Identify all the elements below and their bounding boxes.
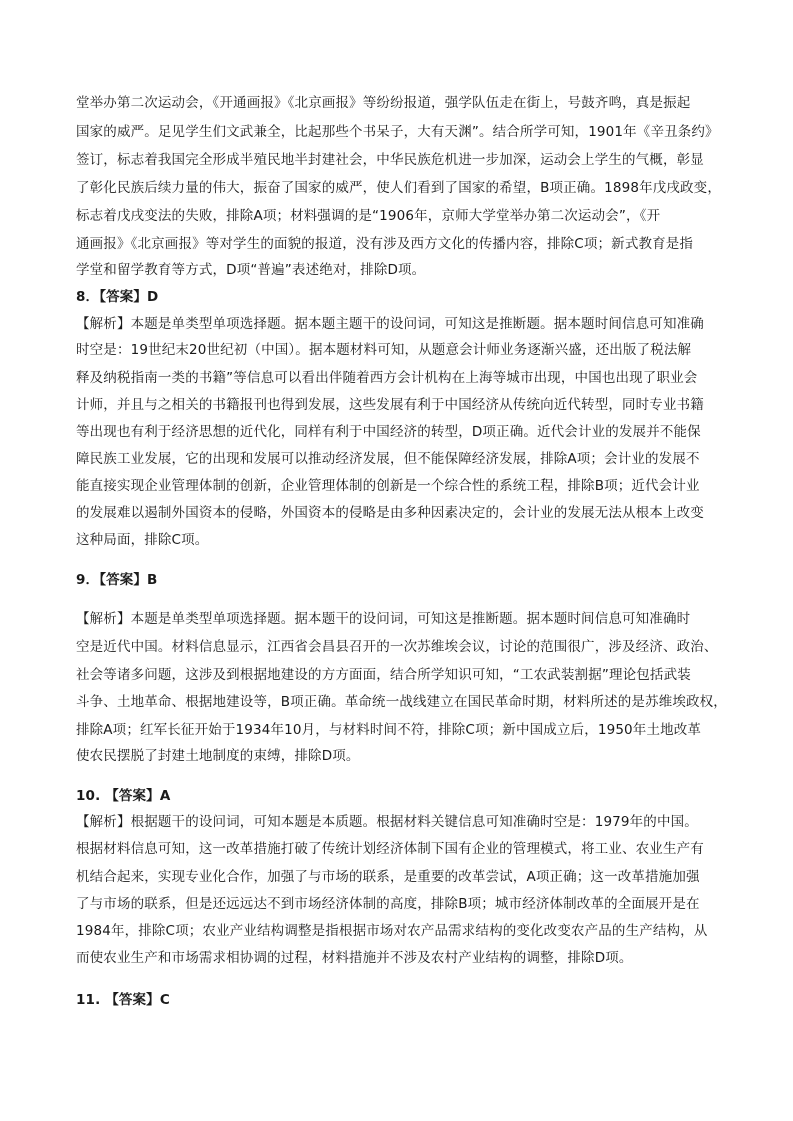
text-line: 通画报》《北京画报》等对学生的面貌的报道，没有涉及西方文化的传播内容，排除C项；新式教育是指 [76,236,694,252]
text-line: 标志着戊戌变法的失败，排除A项；材料强调的是“1906年，京师大学堂举办第二次运动会”，《开 [76,208,661,224]
text-line: 了与市场的联系，但是还远远达不到市场经济体制的高度，排除B项；城市经济体制改革的全面展开是在 [76,896,700,912]
text-line: 这种局面，排除C项。 [76,532,209,548]
text-line: 空是近代中国。材料信息显示，江西省会昌县召开的一次苏维埃会议，讨论的范围很广，涉及经济、政治、 [76,639,718,655]
text-line: 1984年，排除C项；农业产业结构调整是指根据市场对农产品需求结构的变化改变农产品的生产结构，从 [76,923,708,939]
text-line: 使农民摆脱了封建土地制度的束缚，排除D项。 [76,748,360,764]
text-line: 排除A项；红军长征开始于1934年10月，与材料时间不符，排除C项；新中国成立后，1950年土地改革 [76,722,702,738]
text-line: 能直接实现企业管理体制的创新，企业管理体制的创新是一个综合性的系统工程，排除B项；近代会计业 [76,478,700,494]
text-line: 【解析】根据题干的设问词，可知本题是本质题。根据材料关键信息可知准确时空是：1979年的中国。 [76,814,698,830]
text-line: 国家的威严。足见学生们文武兼全，比起那些个书呆子，大有天渊”。结合所学可知，1901年《辛丑条约》 [76,124,719,140]
text-line: 根据材料信息可知，这一改革措施打破了传统计划经济体制下国有企业的管理模式，将工业、农业生产有 [76,841,704,857]
text-line: 【解析】本题是单类型单项选择题。据本题干的设问词，可知这是推断题。据本题时间信息可知准确时 [76,611,691,627]
answer-heading-11: 11. 【答案】C [76,992,170,1008]
text-line: 学堂和留学教育等方式，D项“普遍”表述绝对，排除D项。 [76,262,426,278]
text-line: 而使农业生产和市场需求相协调的过程，材料措施并不涉及农村产业结构的调整，排除D项。 [76,950,633,966]
answer-heading-9: 9．【答案】B [76,572,158,588]
text-line: 障民族工业发展，它的出现和发展可以推动经济发展，但不能保障经济发展，排除A项；会计业的发展不 [76,451,700,467]
text-line: 【解析】本题是单类型单项选择题。据本题主题干的设问词，可知这是推断题。据本题时间信息可知准确 [76,316,704,332]
text-line: 堂举办第二次运动会，《开通画报》《北京画报》等纷纷报道，强学队伍走在街上，号鼓齐鸣，真是振起 [76,95,691,111]
answer-heading-10: 10. 【答案】A [76,788,171,804]
text-line: 计师，并且与之相关的书籍报刊也得到发展，这些发展有利于中国经济从传统向近代转型，同时专业书籍 [76,397,704,413]
text-line: 机结合起来，实现专业化合作，加强了与市场的联系，是重要的改革尝试，A项正确；这一改革措施加强 [76,869,700,885]
text-line: 时空是：19世纪末20世纪初（中国）。据本题材料可知，从题意会计师业务逐渐兴盛，还出版了税法解 [76,342,692,358]
answer-heading-8: 8．【答案】D [76,289,159,305]
text-line: 签订，标志着我国完全形成半殖民地半封建社会，中华民族危机进一步加深，运动会上学生的气概，彰显 [76,152,704,168]
text-line: 社会等诸多问题，这涉及到根据地建设的方方面面，结合所学知识可知，“工农武装割据”理论包括武装 [76,667,691,683]
text-line: 了彰化民族后续力量的伟大，振奋了国家的威严，使人们看到了国家的希望，B项正确。1898年戊戌政变， [76,180,721,196]
text-line: 的发展难以遏制外国资本的侵略，外国资本的侵略是由多种因素决定的，会计业的发展无法从根本上改变 [76,505,704,521]
text-line: 斗争、土地革命、根据地建设等，B项正确。革命统一战线建立在国民革命时期，材料所述的是苏维埃政权， [76,694,727,710]
text-line: 等出现也有利于经济思想的近代化，同样有利于中国经济的转型，D项正确。近代会计业的发展并不能保 [76,424,701,440]
text-line: 释及纳税指南一类的书籍”等信息可以看出伴随着西方会计机构在上海等城市出现，中国也出现了职业会 [76,370,698,386]
